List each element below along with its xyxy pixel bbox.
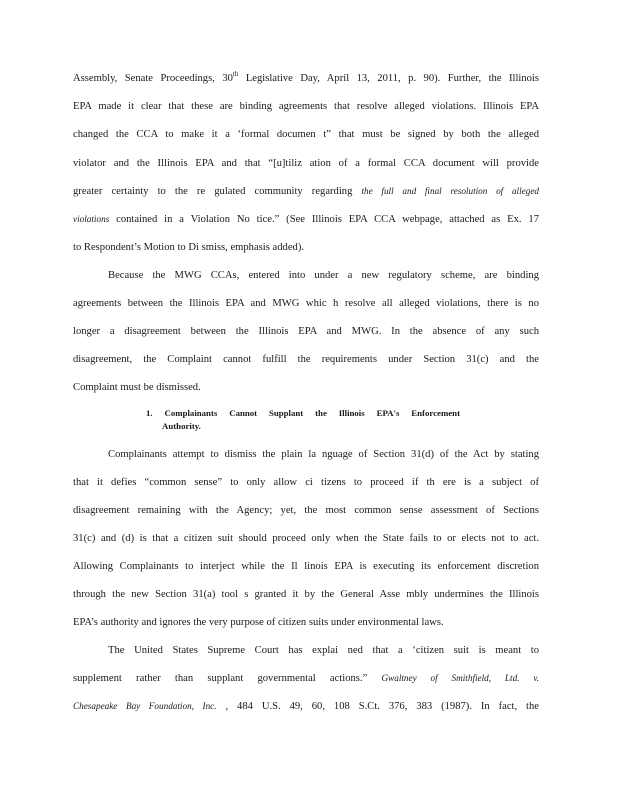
text-line: to Respondent’s Motion to Di smiss, emphasis added).	[73, 242, 304, 253]
text-line: through the new Section 31(a) tool s granted it by the General Asse mbly undermines the Illinois	[73, 589, 539, 600]
text-line: supplement rather than supplant governmental actions.” Gwaltney of Smithfield, Ltd. v.	[73, 673, 540, 684]
text-line: greater certainty to the re gulated community regarding the full and final resolution of alleged	[73, 186, 539, 197]
text-line: Assembly, Senate Proceedings, 30th Legislative Day, April 13, 2011, p. 90). Further, the Illinois	[73, 70, 539, 84]
text-line: EPA made it clear that these are binding agreements that resolve alleged violations. Illinois EPA	[73, 101, 539, 112]
text-line: disagreement remaining with the Agency; yet, the most common sense assessment of Sections	[73, 505, 539, 516]
text-line: Allowing Complainants to interject while the Il linois EPA is executing its enforcement discretion	[73, 561, 539, 572]
text-line: Complaint must be dismissed.	[73, 382, 201, 393]
text-line: Complainants attempt to dismiss the plain la nguage of Section 31(d) of the Act by stating	[108, 449, 539, 460]
text-line: EPA’s authority and ignores the very purpose of citizen suits under environmental laws.	[73, 617, 444, 628]
text-line: violator and the Illinois EPA and that “[u]tiliz ation of a formal CCA document will provide	[73, 158, 539, 169]
text-line: agreements between the Illinois EPA and MWG whic h resolve all alleged violations, there is no	[73, 298, 539, 309]
text-line: 31(c) and (d) is that a citizen suit should proceed only when the State fails to or elects not to act.	[73, 533, 539, 544]
text-line: longer a disagreement between the Illinois EPA and MWG. In the absence of any such	[73, 326, 539, 337]
section-heading: 1. Complainants Cannot Supplant the Illinois EPA's Enforcement	[146, 408, 460, 418]
text-line: Chesapeake Bay Foundation, Inc. , 484 U.S. 49, 60, 108 S.Ct. 376, 383 (1987). In fact, the	[73, 701, 539, 712]
text-line: Because the MWG CCAs, entered into under a new regulatory scheme, are binding	[108, 270, 539, 281]
text-line: disagreement, the Complaint cannot fulfill the requirements under Section 31(c) and the	[73, 354, 539, 365]
text-line: that it defies “common sense” to only allow ci tizens to proceed if th ere is a subject of	[73, 477, 539, 488]
text-line: changed the CCA to make it a ‘formal documen t” that must be signed by both the alleged	[73, 129, 539, 140]
text-line: violations contained in a Violation No tice.” (See Illinois EPA CCA webpage, attached as Ex. 17	[73, 214, 539, 225]
section-heading-continued: Authority.	[162, 421, 201, 431]
text-line: The United States Supreme Court has explai ned that a ‘citizen suit is meant to	[108, 645, 539, 656]
